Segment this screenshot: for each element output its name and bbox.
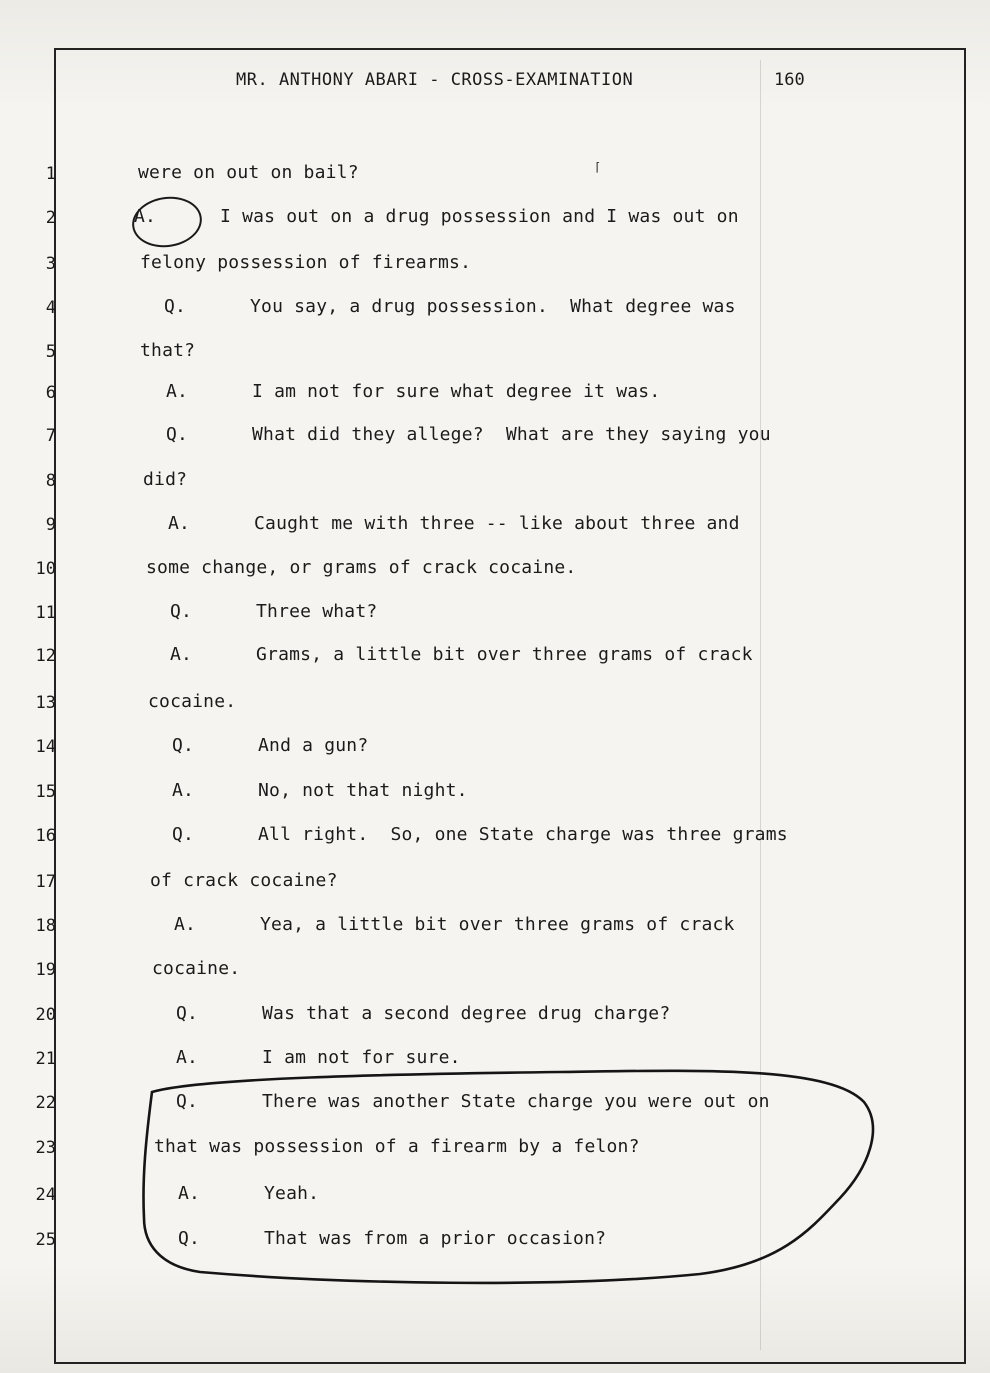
line-text: cocaine. [152,958,241,979]
speaker-label: Q. [164,296,187,317]
line-text: some change, or grams of crack cocaine. [146,557,577,578]
line-number: 5 [45,342,56,362]
speaker-label: A. [176,1047,199,1068]
line-number: 10 [35,559,56,579]
line-number: 25 [35,1230,56,1250]
line-number: 7 [45,426,56,446]
line-number: 4 [45,298,56,318]
speaker-label: Q. [172,735,195,756]
line-number: 2 [45,208,56,228]
line-number: 13 [35,693,56,713]
line-text: did? [143,469,188,490]
line-text: Yeah. [264,1183,320,1204]
speaker-label: Q. [178,1228,201,1249]
line-number: 17 [35,872,56,892]
transcript-line [143,469,187,490]
page-number: 160 [774,70,805,90]
line-text: I was out on a drug possession and I was out on [220,206,739,227]
transcript-line [164,296,736,317]
speaker-label: A. [168,513,191,534]
line-number: 14 [35,737,56,757]
transcript-line [140,340,195,361]
line-text: Caught me with three -- like about three and [254,513,740,534]
pen-mark: ⌈ [594,160,602,174]
line-number: 6 [45,383,56,403]
line-number: 21 [35,1049,56,1069]
line-number: 19 [35,960,56,980]
line-text: All right. So, one State charge was three grams [258,824,788,845]
line-text: Grams, a little bit over three grams of crack [256,644,753,665]
line-number: 22 [35,1093,56,1113]
line-number: 24 [35,1185,56,1205]
transcript-line [176,1003,670,1024]
transcript-line [134,206,739,227]
transcript-line [170,601,377,622]
line-text: that was possession of a firearm by a felon? [154,1136,640,1157]
transcript-line [168,513,740,534]
speaker-label: Q. [170,601,193,622]
line-number: 12 [35,646,56,666]
speaker-label: Q. [176,1003,199,1024]
line-number: 1 [45,164,56,184]
line-number: 15 [35,782,56,802]
speaker-label: A. [174,914,197,935]
line-text: felony possession of firearms. [140,252,472,273]
line-number: 3 [45,254,56,274]
line-text: There was another State charge you were out on [262,1091,770,1112]
transcript-line [152,958,240,979]
line-text: I am not for sure. [262,1047,461,1068]
line-text: I am not for sure what degree it was. [252,381,661,402]
line-text: of crack cocaine? [150,870,338,891]
line-text: Yea, a little bit over three grams of crack [260,914,735,935]
speaker-label: A. [172,780,195,801]
line-text: were on out on bail? [138,162,359,183]
line-number: 16 [35,826,56,846]
line-number: 11 [35,603,56,623]
transcript-line [166,381,660,402]
page-title: MR. ANTHONY ABARI - CROSS-EXAMINATION [236,70,634,90]
speaker-label: Q. [172,824,195,845]
transcript-line [146,557,576,578]
line-text: that? [140,340,196,361]
line-number: 20 [35,1005,56,1025]
transcript-line [166,424,771,445]
line-text: Three what? [256,601,378,622]
transcript-line [148,691,236,712]
line-text: What did they allege? What are they saying you [252,424,771,445]
transcript-line [170,644,753,665]
transcript-line [172,780,468,801]
speaker-label: A. [166,381,189,402]
line-number: 8 [45,471,56,491]
line-text: You say, a drug possession. What degree was [250,296,736,317]
line-text: cocaine. [148,691,237,712]
transcript-line [172,824,788,845]
transcript-line [172,735,368,756]
transcript-line [176,1047,461,1068]
speaker-label: A. [170,644,193,665]
speaker-label: Q. [176,1091,199,1112]
line-number: 23 [35,1138,56,1158]
line-number: 9 [45,515,56,535]
speaker-label: A. [134,206,157,227]
transcript-line [150,870,338,891]
line-text: That was from a prior occasion? [264,1228,607,1249]
line-text: No, not that night. [258,780,468,801]
speaker-label: A. [178,1183,201,1204]
line-text: Was that a second degree drug charge? [262,1003,671,1024]
transcript-line [174,914,735,935]
transcript-line [140,252,471,273]
line-number: 18 [35,916,56,936]
transcript-line [138,162,359,183]
line-text: And a gun? [258,735,369,756]
speaker-label: Q. [166,424,189,445]
handwritten-loop-annotation [140,1068,880,1290]
